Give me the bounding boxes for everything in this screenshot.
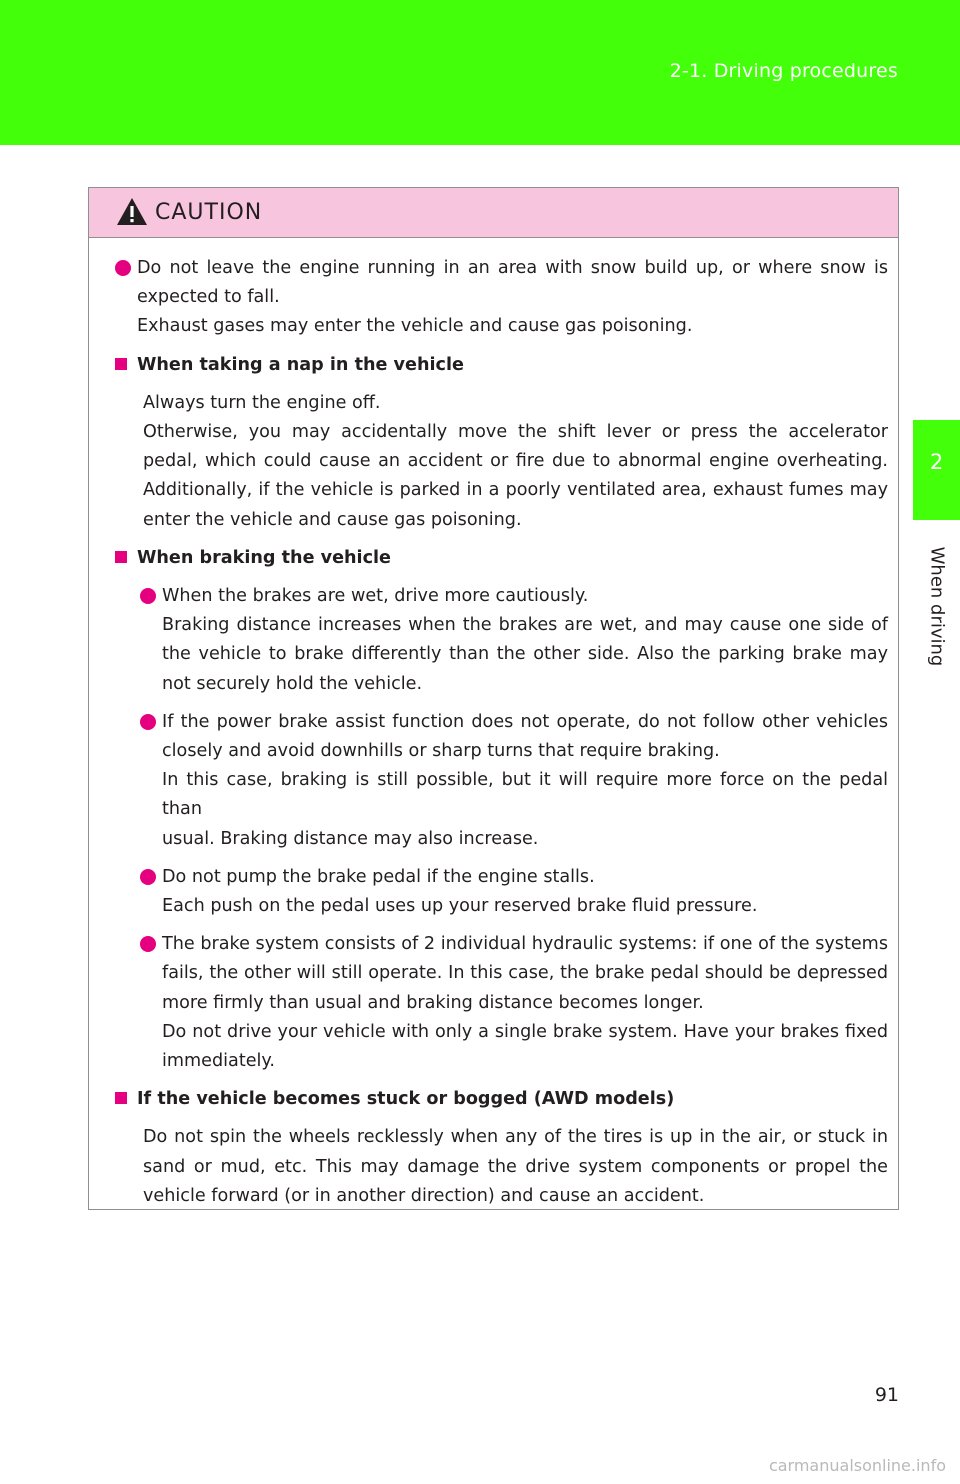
bullet-dot-icon — [140, 869, 156, 885]
text-line: Do not leave the engine running in an area with snow build up, or where snow is — [137, 258, 888, 278]
text-line: more firmly than usual and braking distance becomes longer. — [162, 992, 704, 1013]
section-heading — [115, 1085, 888, 1114]
text-line: immediately. — [162, 1051, 275, 1072]
sub-bullet — [115, 582, 888, 699]
bullet-dot-icon — [140, 588, 156, 604]
chapter-number: 2 — [929, 450, 944, 474]
intro-bullet — [115, 254, 888, 342]
bullet-dot-icon — [115, 260, 131, 276]
watermark: carmanualsonline.info — [768, 1456, 946, 1475]
header-band — [0, 0, 960, 145]
text-line: If the power brake assist function does not operate, do not follow other vehicles — [162, 711, 888, 732]
text-line: the vehicle to brake differently than the other side. Also the parking brake may — [162, 644, 888, 665]
text-line: enter the vehicle and cause gas poisoning. — [143, 509, 522, 530]
heading-text: When taking a nap in the vehicle — [137, 354, 464, 375]
warning-icon — [116, 197, 148, 226]
section-heading — [115, 351, 888, 380]
text-line: Exhaust gases may enter the vehicle and cause gas poisoning. — [137, 316, 693, 337]
sub-bullet — [115, 708, 888, 854]
text-line: not securely hold the vehicle. — [162, 673, 423, 694]
section-title: 2-1. Driving procedures — [669, 60, 898, 82]
section-paragraph — [115, 389, 888, 535]
text-line: pedal, which could cause an accident or fire due to abnormal engine overheating. — [143, 451, 888, 472]
section-heading — [115, 544, 888, 573]
text-line: Do not drive your vehicle with only a single brake system. Have your brakes fixed — [162, 1021, 888, 1042]
chapter-title: When driving — [926, 546, 948, 667]
caution-label: CAUTION — [155, 200, 263, 225]
chapter-tab — [913, 420, 960, 520]
sub-bullet — [115, 863, 888, 921]
bullet-dot-icon — [140, 936, 156, 952]
square-bullet-icon — [115, 358, 127, 370]
text-line: Each push on the pedal uses up your reserved brake fluid pressure. — [162, 896, 758, 917]
text-line: expected to fall. — [137, 287, 280, 308]
bullet-dot-icon — [140, 714, 156, 730]
text-line: Otherwise, you may accidentally move the shift lever or press the accelerator — [143, 422, 888, 443]
square-bullet-icon — [115, 551, 127, 563]
text-line: fails, the other will still operate. In this case, the brake pedal should be depressed — [162, 963, 888, 984]
text-line: Do not spin the wheels recklessly when any of the tires is up in the air, or stuck in — [143, 1127, 888, 1148]
sub-bullet — [115, 930, 888, 1076]
page-number: 91 — [874, 1384, 899, 1406]
text-line: When the brakes are wet, drive more cautiously. — [162, 586, 589, 607]
text-line: Braking distance increases when the brakes are wet, and may cause one side of — [162, 615, 888, 636]
text-line: closely and avoid downhills or sharp turns that require braking. — [162, 741, 720, 762]
section-paragraph — [115, 1123, 888, 1211]
caution-box — [88, 187, 899, 1210]
square-bullet-icon — [115, 1092, 127, 1104]
text-line: In this case, braking is still possible, but it will require more force on the pedal than — [162, 770, 888, 820]
caution-body — [89, 238, 898, 1211]
text-line: sand or mud, etc. This may damage the drive system components or propel the — [143, 1156, 888, 1177]
caution-header — [89, 188, 898, 238]
text-line: Additionally, if the vehicle is parked in a poorly ventilated area, exhaust fumes may — [143, 480, 888, 501]
heading-text: When braking the vehicle — [137, 547, 391, 568]
text-line: vehicle forward (or in another direction) and cause an accident. — [143, 1185, 705, 1206]
text-line: Always turn the engine off. — [143, 392, 381, 413]
heading-text: If the vehicle becomes stuck or bogged (AWD models) — [137, 1089, 675, 1110]
text-line: usual. Braking distance may also increase. — [162, 828, 539, 849]
text-line: The brake system consists of 2 individual hydraulic systems: if one of the systems — [162, 934, 888, 955]
text-line: Do not pump the brake pedal if the engine stalls. — [162, 866, 595, 887]
